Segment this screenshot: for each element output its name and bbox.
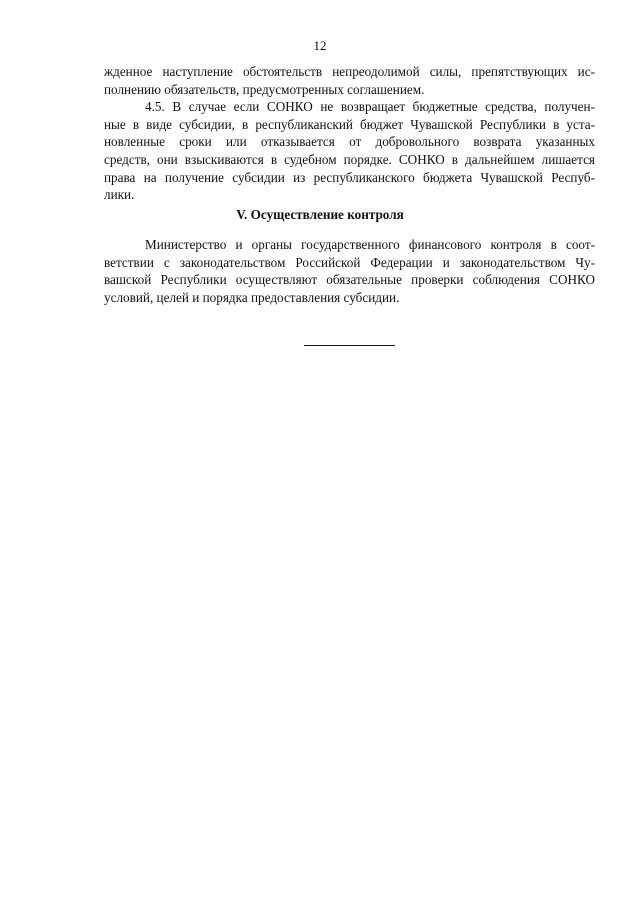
paragraph-line: жденное наступление обстоятельств непреодолимой силы, препятствующих ис-	[104, 64, 595, 79]
paragraph-line: условий, целей и порядка предоставления субсидии.	[104, 289, 400, 305]
paragraph-line: полнению обязательств, предусмотренных соглашением.	[104, 81, 425, 97]
paragraph-line: лики.	[104, 187, 135, 203]
text-block-section-v	[104, 236, 595, 306]
text-block-section-iv-end	[104, 63, 595, 204]
paragraph-line: ветствии с законодательством Российской Федерации и законодательством Чу-	[104, 254, 595, 270]
paragraph-line: вашской Республики осуществляют обязательные проверки соблюдения СОНКО	[104, 272, 595, 288]
page-number: 12	[313, 38, 327, 53]
paragraph-line: ные в виде субсидии, в республиканский бюджет Чувашской Республики в уста-	[104, 116, 595, 132]
paragraph-first-line: Министерство и органы государственного финансового контроля в соот-	[145, 237, 595, 252]
paragraph-line: средств, они взыскиваются в судебном порядке. СОНКО в дальнейшем лишается	[104, 151, 595, 167]
closing-rule	[304, 345, 395, 346]
paragraph-line: новленные сроки или отказывается от добровольного возврата указанных	[104, 134, 595, 150]
paragraph-4-5-first-line: 4.5. В случае если СОНКО не возвращает бюджетные средства, получен-	[145, 99, 595, 115]
section-heading: V. Осуществление контроля	[236, 207, 404, 222]
paragraph-line: права на получение субсидии из республиканского бюджета Чувашской Респуб-	[104, 169, 595, 185]
